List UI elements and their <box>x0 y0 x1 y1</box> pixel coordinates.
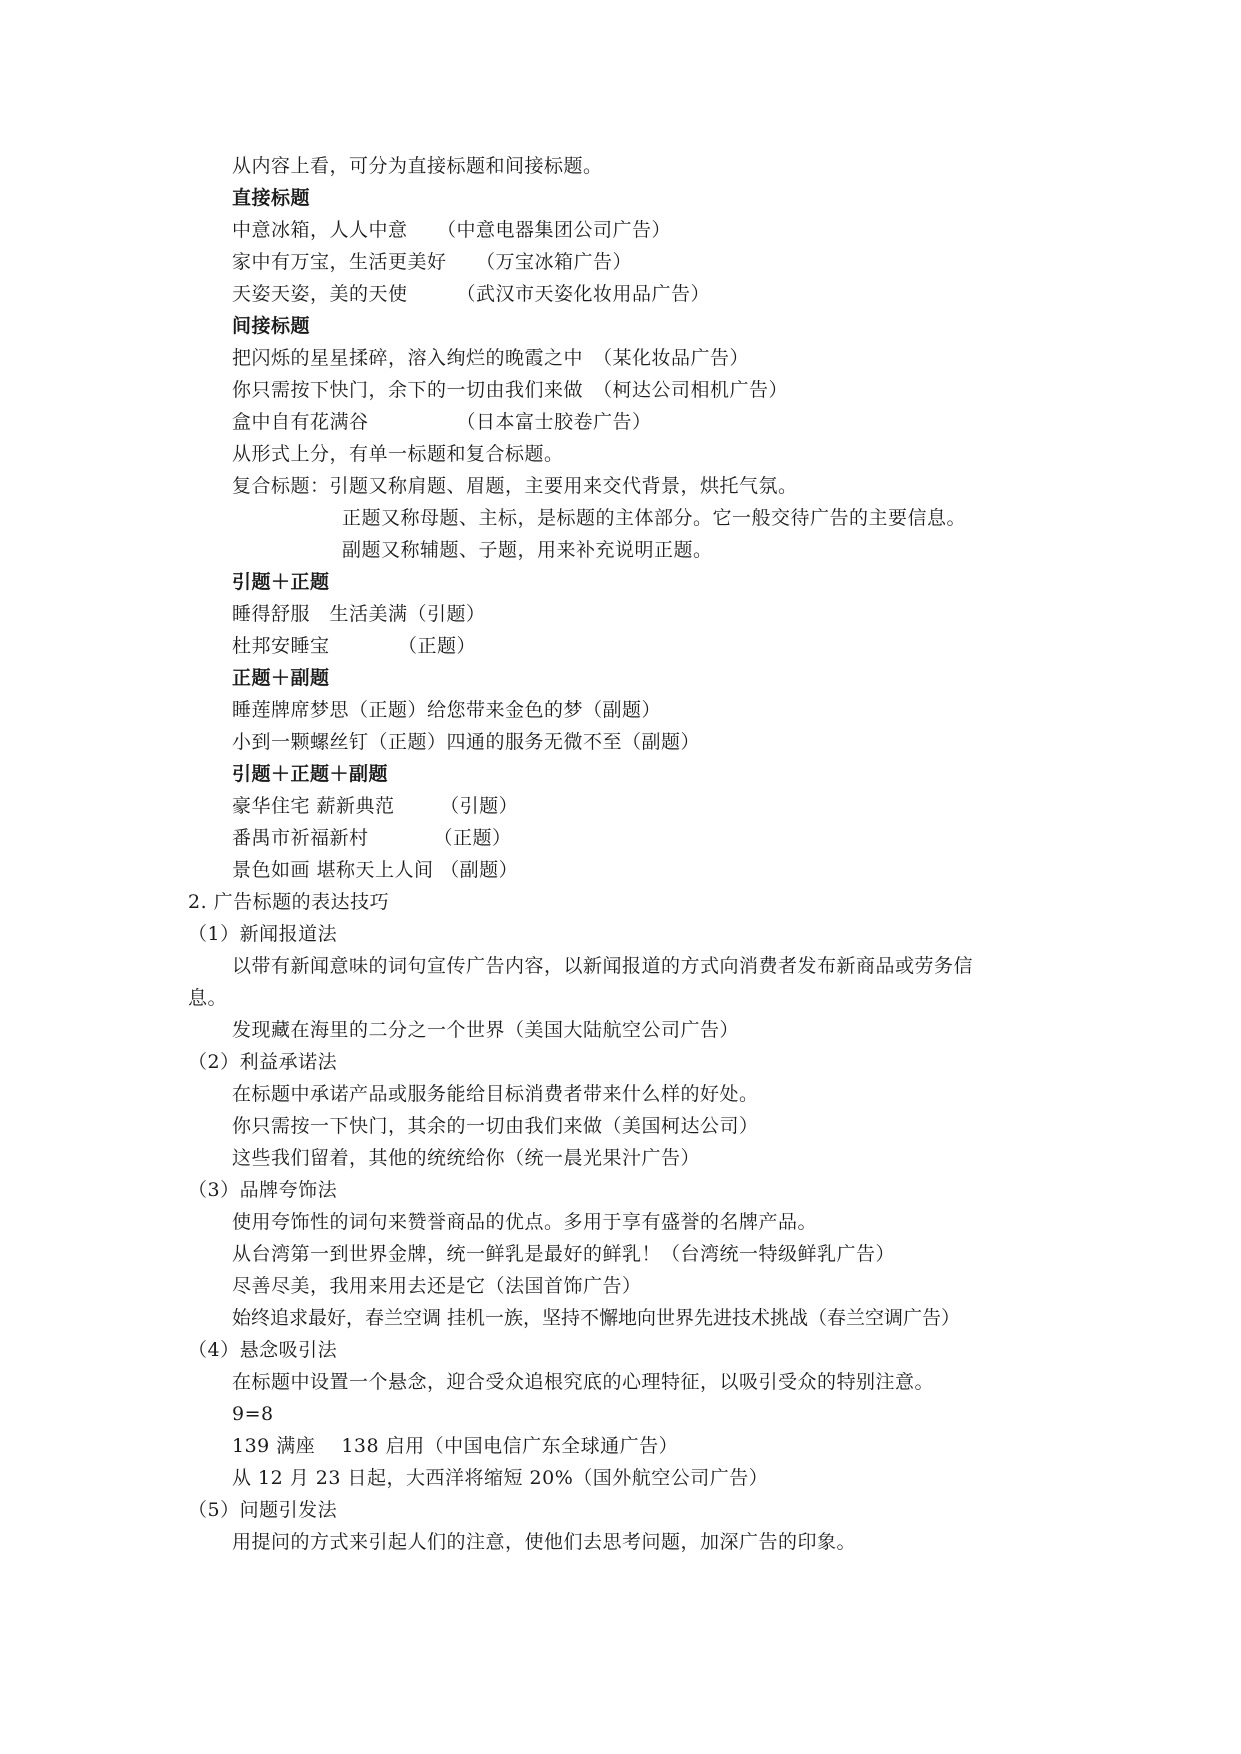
text-line: 杜邦安睡宝 （正题） <box>232 635 477 657</box>
text-line: 始终追求最好，春兰空调 挂机一族，坚持不懈地向世界先进技术挑战（春兰空调广告） <box>232 1307 961 1329</box>
text-line: 用提问的方式来引起人们的注意，使他们去思考问题，加深广告的印象。 <box>232 1531 857 1553</box>
text-line: 139 满座 138 启用（中国电信广东全球通广告） <box>232 1435 679 1457</box>
text-line: 家中有万宝，生活更美好 （万宝冰箱广告） <box>232 251 633 273</box>
text-line: 景色如画 堪称天上人间 （副题） <box>232 859 519 881</box>
text-line: 睡得舒服 生活美满（引题） <box>232 603 486 625</box>
text-line: 中意冰箱，人人中意 （中意电器集团公司广告） <box>232 219 672 241</box>
text-line: 在标题中设置一个悬念，迎合受众追根究底的心理特征，以吸引受众的特别注意。 <box>232 1371 935 1393</box>
text-line: 发现藏在海里的二分之一个世界（美国大陆航空公司广告） <box>232 1019 740 1041</box>
text-line: 盒中自有花满谷 （日本富士胶卷广告） <box>232 411 652 433</box>
section-heading: 间接标题 <box>232 315 311 337</box>
text-line: 从 12 月 23 日起，大西洋将缩短 20%（国外航空公司广告） <box>232 1467 769 1489</box>
text-line: 从形式上分，有单一标题和复合标题。 <box>232 443 564 465</box>
text-line: 豪华住宅 薪新典范 （引题） <box>232 795 519 817</box>
text-line: 息。 <box>188 987 228 1009</box>
text-line: 小到一颗螺丝钉（正题）四通的服务无微不至（副题） <box>232 731 701 753</box>
text-line: 使用夸饰性的词句来赞誉商品的优点。多用于享有盛誉的名牌产品。 <box>232 1211 818 1233</box>
text-line: 以带有新闻意味的词句宣传广告内容，以新闻报道的方式向消费者发布新商品或劳务信 <box>232 955 974 977</box>
subsection-title: （5）问题引发法 <box>188 1499 338 1521</box>
text-line: 你只需按下快门，余下的一切由我们来做 （柯达公司相机广告） <box>232 379 789 401</box>
text-line: 从台湾第一到世界金牌，统一鲜乳是最好的鲜乳！（台湾统一特级鲜乳广告） <box>232 1243 896 1265</box>
text-line: 把闪烁的星星揉碎，溶入绚烂的晚霞之中 （某化妆品广告） <box>232 347 750 369</box>
text-line: 天姿天姿，美的天使 （武汉市天姿化妆用品广告） <box>232 283 711 305</box>
subsection-title: （2）利益承诺法 <box>188 1051 338 1073</box>
section-title: 2. 广告标题的表达技巧 <box>188 891 390 913</box>
text-line: 从内容上看，可分为直接标题和间接标题。 <box>232 155 603 177</box>
subsection-title: （1）新闻报道法 <box>188 923 338 945</box>
text-line: 副题又称辅题、子题，用来补充说明正题。 <box>342 539 713 561</box>
section-heading: 正题＋副题 <box>232 667 330 689</box>
text-line: 9=8 <box>232 1403 274 1425</box>
section-heading: 引题＋正题＋副题 <box>232 763 389 785</box>
section-heading: 直接标题 <box>232 187 311 209</box>
text-line: 正题又称母题、主标，是标题的主体部分。它一般交待广告的主要信息。 <box>342 507 967 529</box>
text-line: 你只需按一下快门，其余的一切由我们来做（美国柯达公司） <box>232 1115 759 1137</box>
text-line: 复合标题：引题又称肩题、眉题，主要用来交代背景，烘托气氛。 <box>232 475 798 497</box>
text-line: 在标题中承诺产品或服务能给目标消费者带来什么样的好处。 <box>232 1083 759 1105</box>
text-line: 番禺市祈福新村 （正题） <box>232 827 512 849</box>
subsection-title: （3）品牌夸饰法 <box>188 1179 338 1201</box>
text-line: 这些我们留着，其他的统统给你（统一晨光果汁广告） <box>232 1147 701 1169</box>
text-line: 尽善尽美，我用来用去还是它（法国首饰广告） <box>232 1275 642 1297</box>
section-heading: 引题＋正题 <box>232 571 330 593</box>
subsection-title: （4）悬念吸引法 <box>188 1339 338 1361</box>
text-line: 睡莲牌席梦思（正题）给您带来金色的梦（副题） <box>232 699 662 721</box>
